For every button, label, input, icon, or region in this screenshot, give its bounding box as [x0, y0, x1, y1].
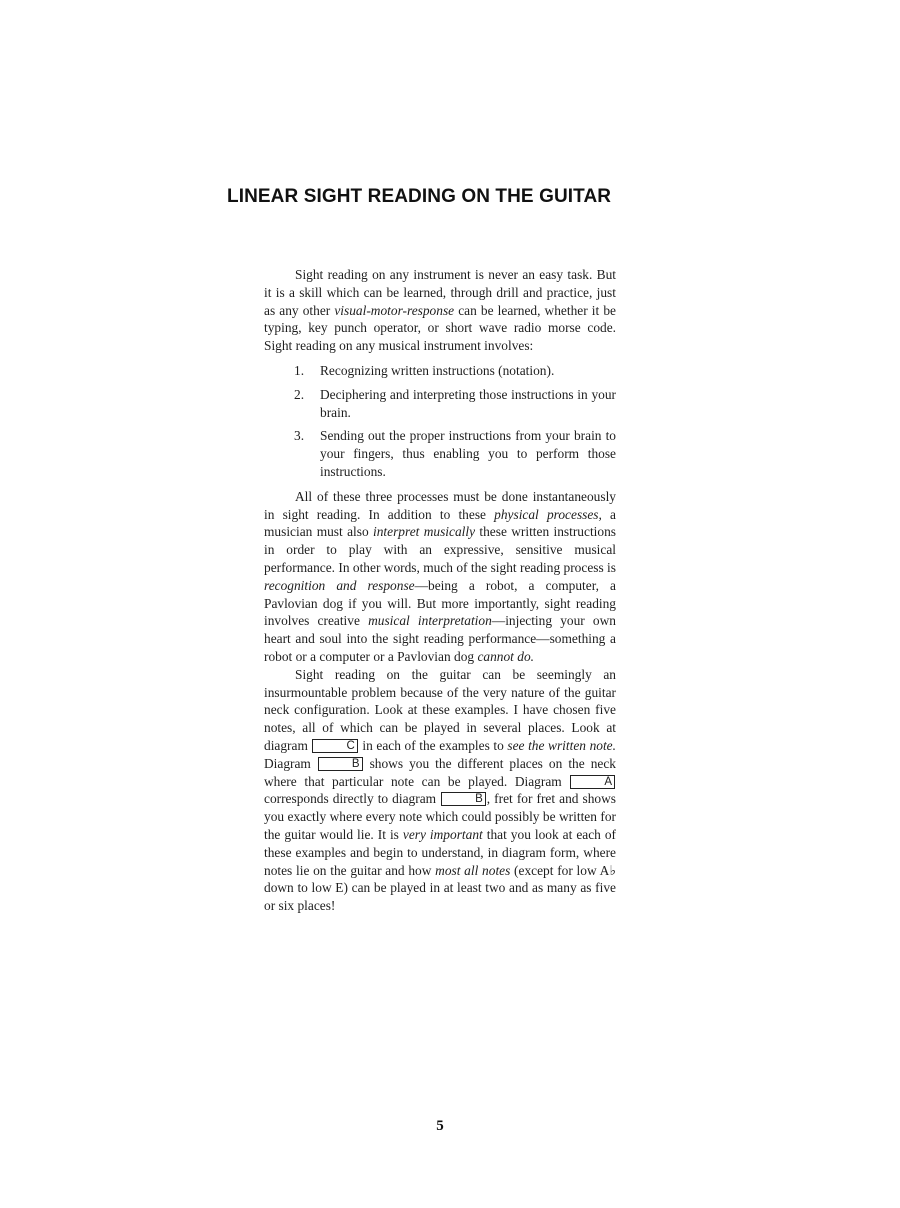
text-run: Sight reading on the guitar can be seemingly an insurmountable problem because of the very nature of the guitar neck configuration. Look at these examples. I have chosen five notes, all of which can be played in several places. Look at diagram [264, 666, 616, 753]
body-text [264, 266, 616, 915]
list-item [294, 427, 616, 480]
text-run: in each of the examples to [358, 737, 508, 753]
text-run: (except for low A♭ down to low E) can be played in at least two and as many as five or six places! [264, 862, 616, 914]
text-run: shows you the different places on the neck where that particular note can be played. Diagram [264, 755, 616, 789]
emphasis-run: cannot do. [477, 648, 534, 664]
text-run: a musician must also [264, 506, 616, 540]
list-item-number: 1. [294, 362, 305, 378]
intro-text: Sight reading on any instrument is never an easy task. But it is a skill which can be learned, through drill and practice, just as any other [264, 267, 616, 318]
emphasis-run: very important [402, 826, 483, 842]
text-run: All of these three processes must be done instantaneously in sight reading. In addition to these [264, 488, 616, 522]
list-item-text: Sending out the proper instructions from your brain to your fingers, thus enabling you to perform those instructions. [320, 428, 616, 479]
emphasis-run: most all notes [435, 862, 511, 878]
text-run: Diagram [264, 755, 317, 771]
process-list [264, 362, 616, 481]
list-item-number: 3. [294, 428, 305, 444]
list-item-text: Deciphering and interpreting those instructions in your brain. [320, 386, 616, 420]
page-title: LINEAR SIGHT READING ON THE GUITAR [227, 186, 612, 207]
text-run: —injecting your own heart and soul into the sight reading performance—something a robot or a computer or a Pavlovian dog [264, 613, 616, 664]
text-run: —being a robot, a computer, a Pavlovian dog if you will. But more importantly, sight reading involves creative [264, 577, 616, 629]
diagram-c-label: C [312, 739, 357, 753]
list-item-number: 2. [294, 386, 305, 402]
emphasis-run: see the written note. [507, 737, 616, 753]
diagram-a-label: A [570, 775, 615, 789]
paragraph-guitar-neck [264, 666, 616, 915]
paragraph-intro [264, 266, 616, 355]
emphasis-run: recognition and response [264, 577, 415, 593]
text-run: corresponds directly to diagram [264, 791, 441, 807]
list-item [294, 386, 616, 422]
intro-text-end: can be learned, whether it be typing, key punch operator, or short wave radio morse code. Sight reading on any musical instrument involves: [264, 302, 616, 354]
text-run: that you look at each of these examples and begin to understand, in diagram form, where notes lie on the guitar and how [264, 826, 617, 878]
emphasis-run: interpret musically [373, 524, 476, 540]
intro-emphasis: visual-motor-response [334, 302, 455, 318]
diagram-b-label: B [441, 792, 486, 806]
text-run: these written instructions in order to play with an expressive, sensitive musical performance. In other words, much of the sight reading process is [264, 524, 616, 575]
diagram-b-label: B [318, 757, 363, 771]
paragraph-processes [264, 488, 616, 666]
page-number: 5 [436, 1118, 444, 1134]
text-run: , fret for fret and shows you exactly where every note which could possibly be written for the guitar would lie. It is [264, 791, 616, 842]
emphasis-run: musical interpretation [368, 613, 492, 629]
emphasis-run: physical processes, [494, 506, 602, 522]
list-item-text: Recognizing written instructions (notation). [320, 362, 555, 378]
list-item [294, 362, 616, 380]
